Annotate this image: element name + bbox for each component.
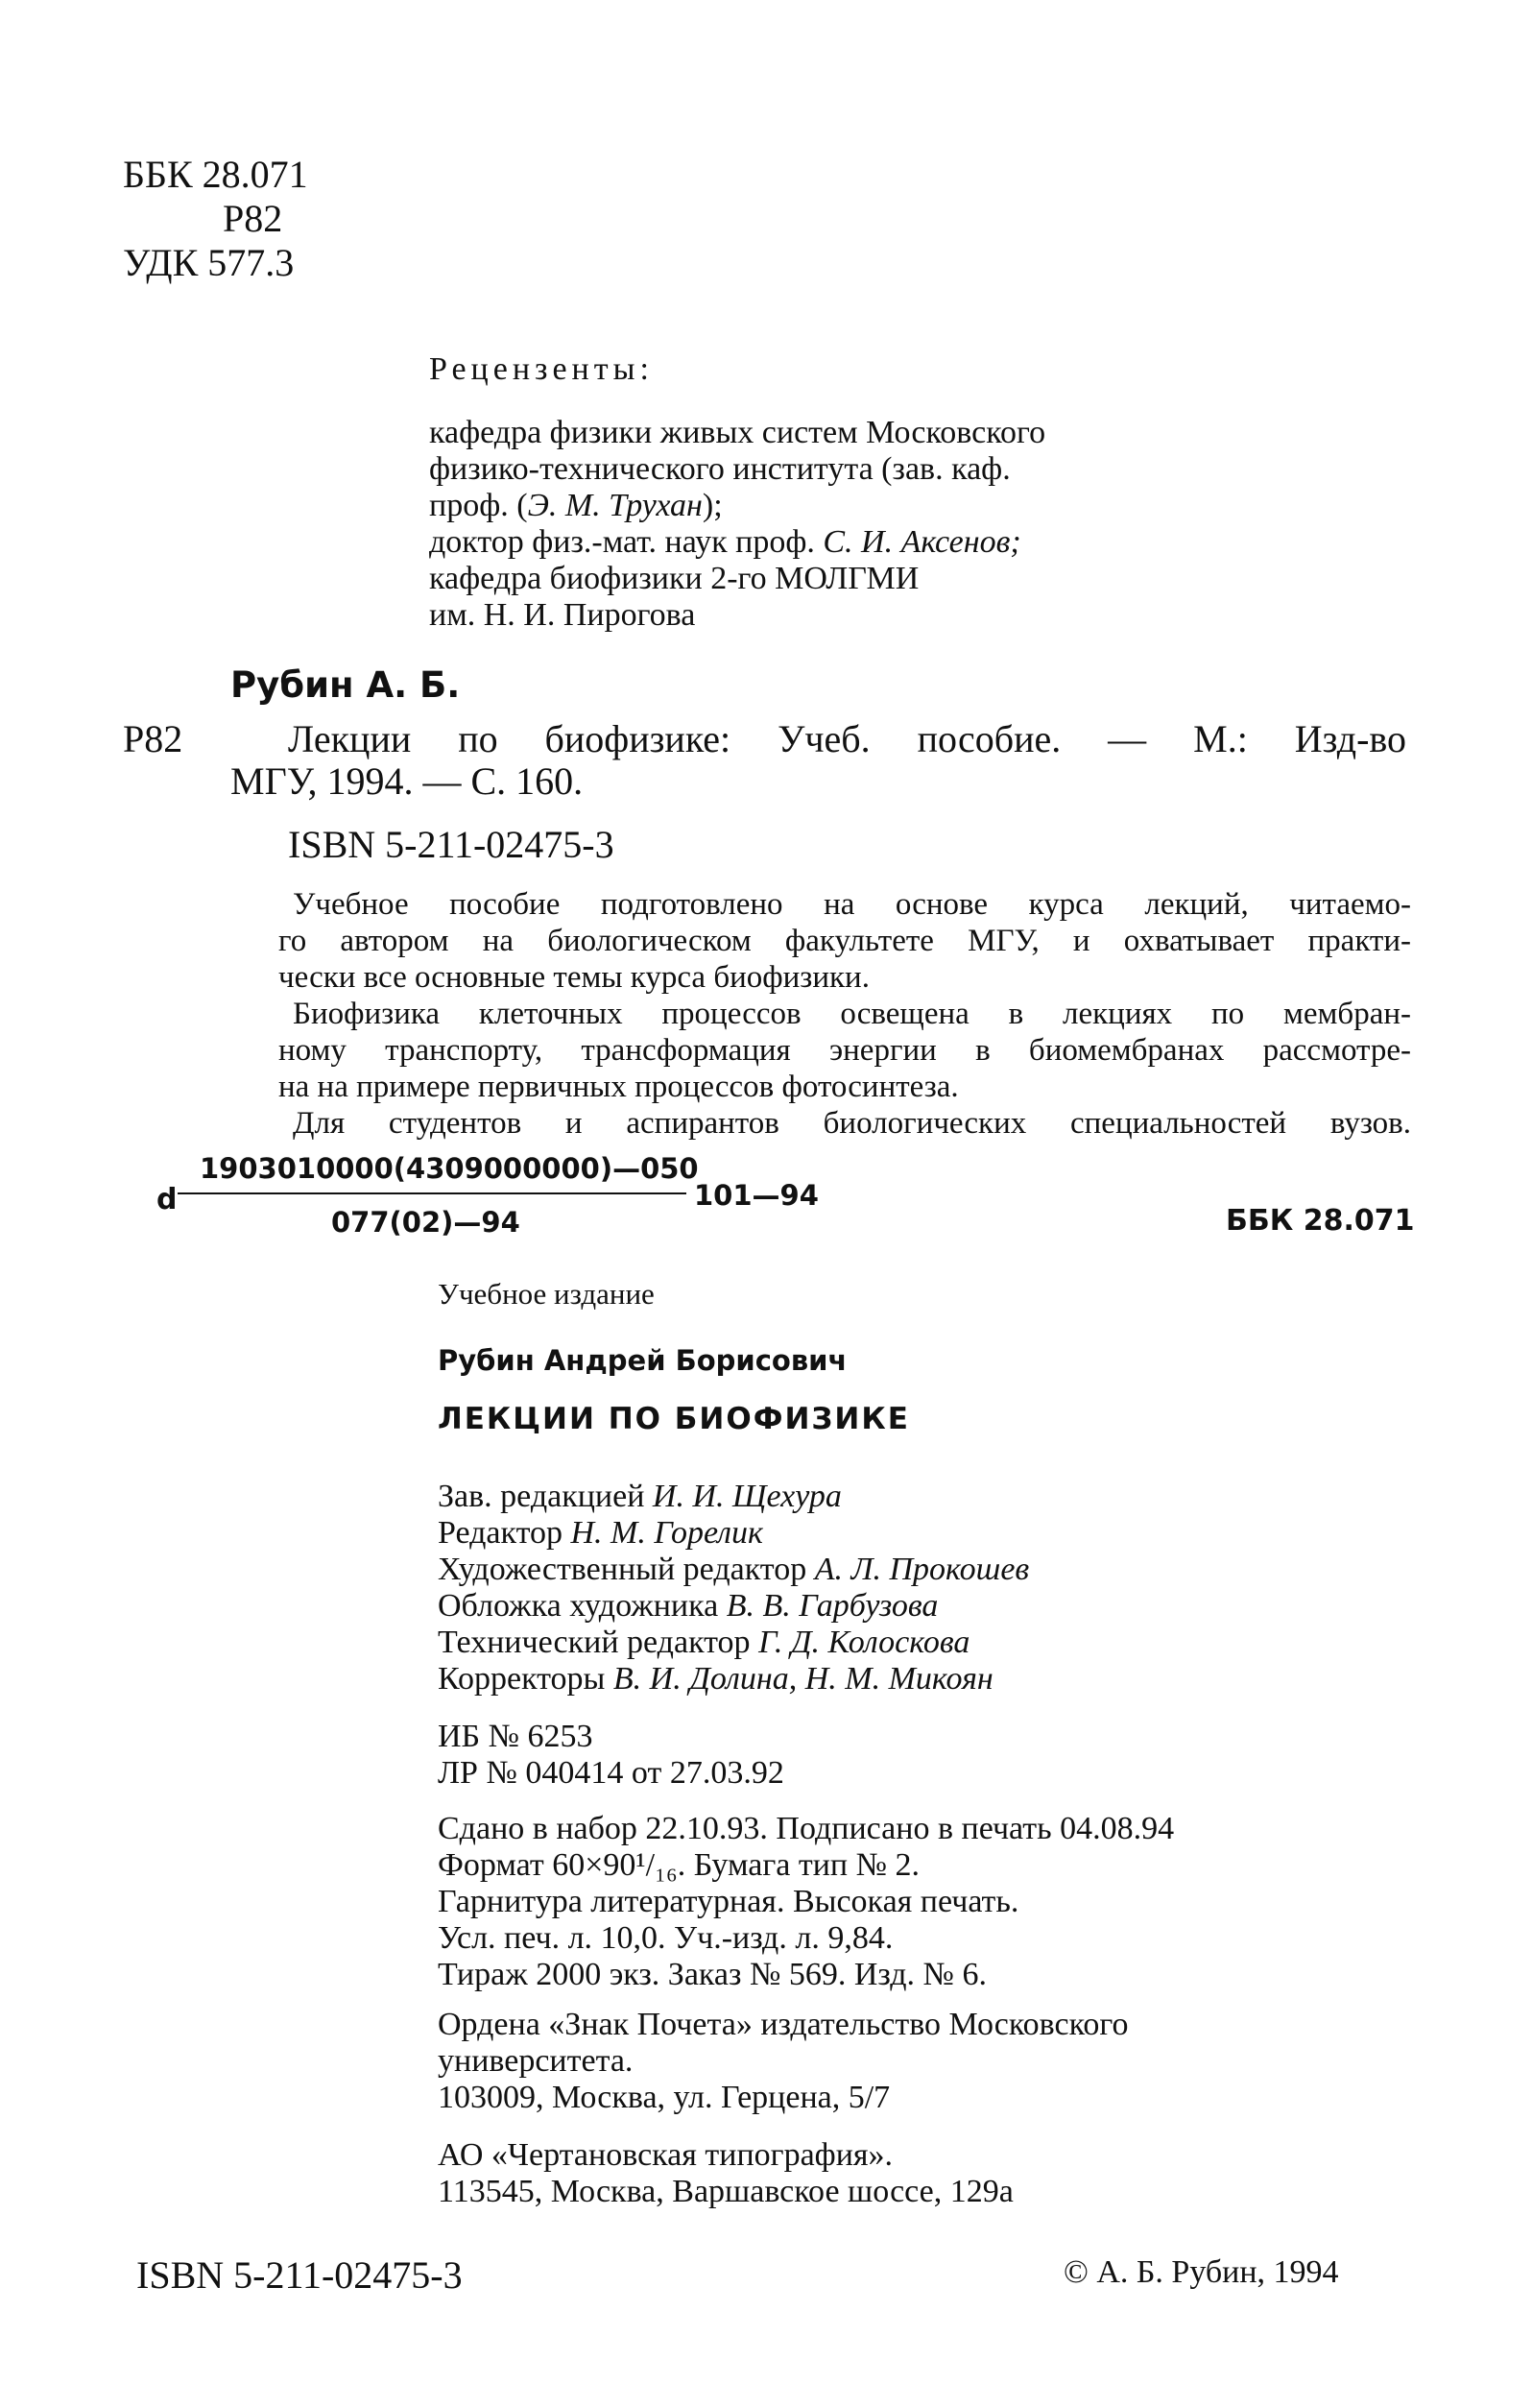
annotation-line-4: Биофизика клеточных процессов освещена в лекциях по мембран- [293,997,1411,1031]
formula-denominator: 077(02)—94 [331,1206,520,1239]
staff-line-3: Художественный редактор А. Л. Прокошев [438,1552,1030,1587]
footer-copyright: © А. Б. Рубин, 1994 [1064,2254,1339,2290]
staff-line-5: Технический редактор Г. Д. Колоскова [438,1625,970,1660]
reviewers-heading: Рецензенты: [429,351,654,387]
annotation-line-2: го автором на биологическом факультете МГУ, и охватывает практи- [278,924,1411,958]
reviewer-line-1: кафедра физики живых систем Московского [429,415,1046,450]
annotation-line-6: на на примере первичных процессов фотосинтеза. [278,1070,959,1104]
ib-number: ИБ № 6253 [438,1719,593,1754]
formula-fraction-bar [178,1192,686,1194]
lr-number: ЛР № 040414 от 27.03.92 [438,1755,784,1791]
reviewer-line-4: доктор физ.-мат. наук проф. С. И. Аксенов; [429,524,1021,560]
formula-numerator: 1903010000(4309000000)—050 [200,1152,699,1185]
edition-type: Учебное издание [438,1277,655,1311]
bib-author: Рубин А. Б. [230,664,461,706]
bib-imprint-line: МГУ, 1994. — С. 160. [230,759,584,803]
author-mark: Р82 [223,197,283,240]
formula-bbk: ББК 28.071 [1226,1204,1415,1238]
reviewer-line-5: кафедра биофизики 2-го МОЛГМИ [429,561,920,596]
printer-line-1: АО «Чертановская типография». [438,2137,894,2173]
edition-author: Рубин Андрей Борисович [438,1344,848,1377]
publisher-line-1: Ордена «Знак Почета» издательство Московского [438,2007,1129,2042]
printer-line-2: 113545, Москва, Варшавское шоссе, 129а [438,2174,1014,2209]
annotation-line-5: ному транспорту, трансформация энергии в биомембранах рассмотре- [278,1033,1411,1068]
reviewer-line-6: им. Н. И. Пирогова [429,597,696,633]
footer-isbn: ISBN 5-211-02475-3 [136,2253,463,2297]
staff-line-2: Редактор Н. М. Горелик [438,1515,763,1551]
bib-isbn: ISBN 5-211-02475-3 [288,823,614,866]
reviewer-line-3: проф. (Э. М. Трухан); [429,488,723,523]
print-info-line-5: Тираж 2000 экз. Заказ № 569. Изд. № 6. [438,1957,987,1992]
formula-right: 101—94 [694,1179,819,1212]
print-info-line-1: Сдано в набор 22.10.93. Подписано в печать 04.08.94 [438,1811,1175,1846]
edition-title: ЛЕКЦИИ ПО БИОФИЗИКЕ [438,1402,910,1436]
annotation-line-7: Для студентов и аспирантов биологических специальностей вузов. [293,1106,1411,1141]
staff-line-6: Корректоры В. И. Долина, Н. М. Микоян [438,1661,993,1697]
publisher-line-2: университета. [438,2043,634,2079]
annotation-line-3: чески все основные темы курса биофизики. [278,960,870,995]
formula-prefix: d [156,1183,178,1216]
reviewer-line-2: физико-технического института (зав. каф. [429,451,1011,487]
annotation-line-1: Учебное пособие подготовлено на основе курса лекций, читаемо- [293,887,1411,922]
bbk-code: ББК 28.071 [123,153,308,196]
udk-code: УДК 577.3 [123,241,295,284]
print-info-line-3: Гарнитура литературная. Высокая печать. [438,1884,1019,1919]
bib-title-line: Лекции по биофизике: Учеб. пособие. — М.: Изд-во [288,717,1406,760]
bib-mark: Р82 [123,717,183,760]
publisher-line-3: 103009, Москва, ул. Герцена, 5/7 [438,2080,891,2115]
print-info-line-2: Формат 60×90¹/₁₆. Бумага тип № 2. [438,1847,921,1883]
staff-line-1: Зав. редакцией И. И. Щехура [438,1479,842,1514]
staff-line-4: Обложка художника В. В. Гарбузова [438,1588,939,1624]
print-info-line-4: Усл. печ. л. 10,0. Уч.-изд. л. 9,84. [438,1920,894,1956]
